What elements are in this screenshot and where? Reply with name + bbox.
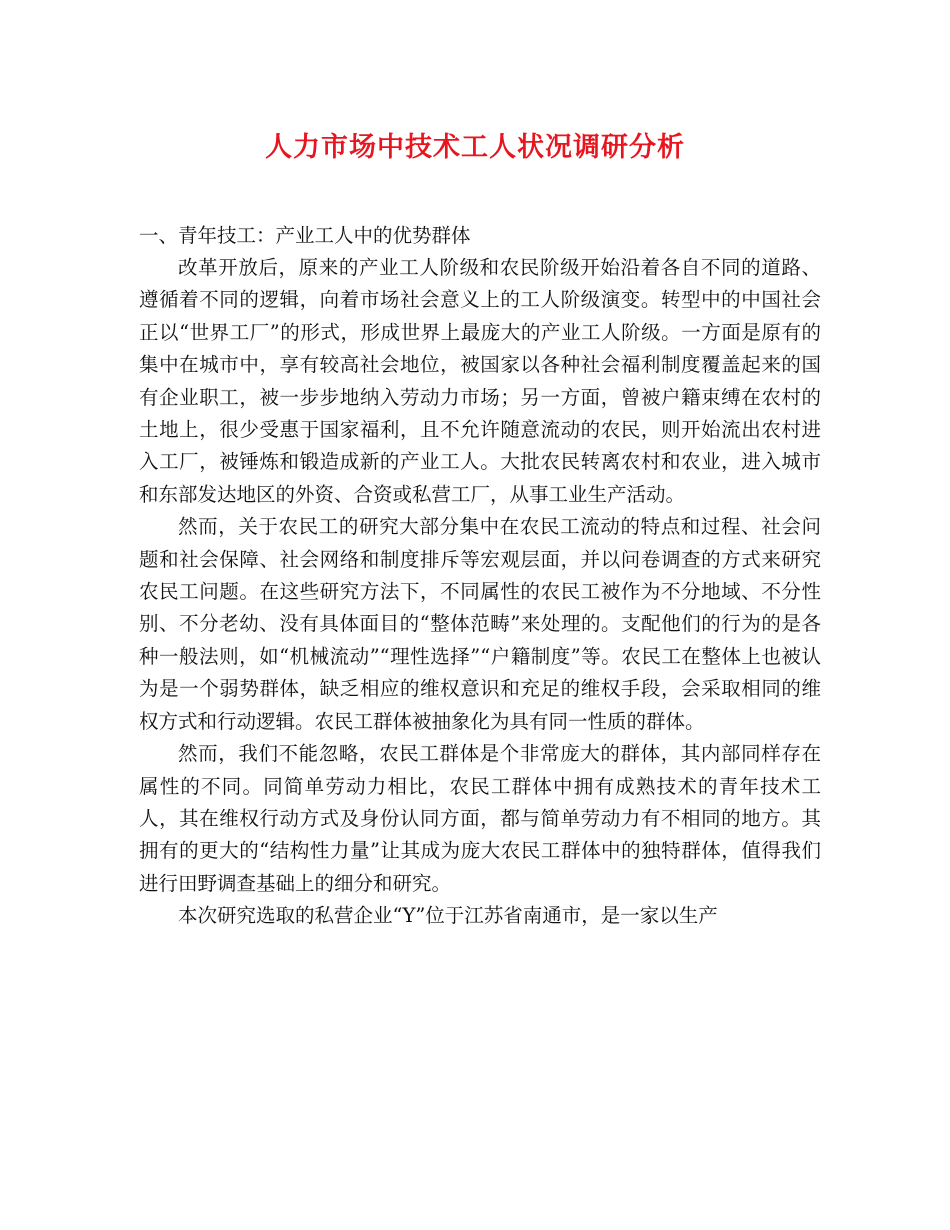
- paragraph-3: 然而，我们不能忽略，农民工群体是个非常庞大的群体，其内部同样存在属性的不同。同简单劳动力相比，农民工群体中拥有成熟技术的青年技术工人，其在维权行动方式及身份认同方面，都与简单劳动力有不相同的地方。其拥有的更大的“结构性力量”让其成为庞大农民工群体中的独特群体，值得我们进行田野调查基础上的细分和研究。: [139, 742, 821, 895]
- document-body: [139, 220, 821, 933]
- paragraph-2: 然而，关于农民工的研究大部分集中在农民工流动的特点和过程、社会问题和社会保障、社会网络和制度排斥等宏观层面，并以问卷调查的方式来研究农民工问题。在这些研究方法下，不同属性的农民工被作为不分地域、不分性别、不分老幼、没有具体面目的“整体范畴”来处理的。支配他们的行为的是各种一般法则，如“机械流动”“理性选择”“户籍制度”等。农民工在整体上也被认为是一个弱势群体，缺乏相应的维权意识和充足的维权手段，会采取相同的维权方式和行动逻辑。农民工群体被抽象化为具有同一性质的群体。: [139, 515, 821, 733]
- paragraph-4: 本次研究选取的私营企业“Y”位于江苏省南通市，是一家以生产: [178, 904, 718, 928]
- section-heading: 一、青年技工：产业工人中的优势群体: [139, 224, 471, 247]
- paragraph-1: 改革开放后，原来的产业工人阶级和农民阶级开始沿着各自不同的道路、遵循着不同的逻辑，向着市场社会意义上的工人阶级演变。转型中的中国社会正以“世界工厂”的形式，形成世界上最庞大的产业工人阶级。一方面是原有的集中在城市中，享有较高社会地位，被国家以各种社会福利制度覆盖起来的国有企业职工，被一步步地纳入劳动力市场；另一方面，曾被户籍束缚在农村的土地上，很少受惠于国家福利，且不允许随意流动的农民，则开始流出农村进入工厂，被锤炼和锻造成新的产业工人。大批农民转离农村和农业，进入城市和东部发达地区的外资、合资或私营工厂，从事工业生产活动。: [139, 256, 821, 506]
- document-title: 人力市场中技术工人状况调研分析: [265, 132, 685, 163]
